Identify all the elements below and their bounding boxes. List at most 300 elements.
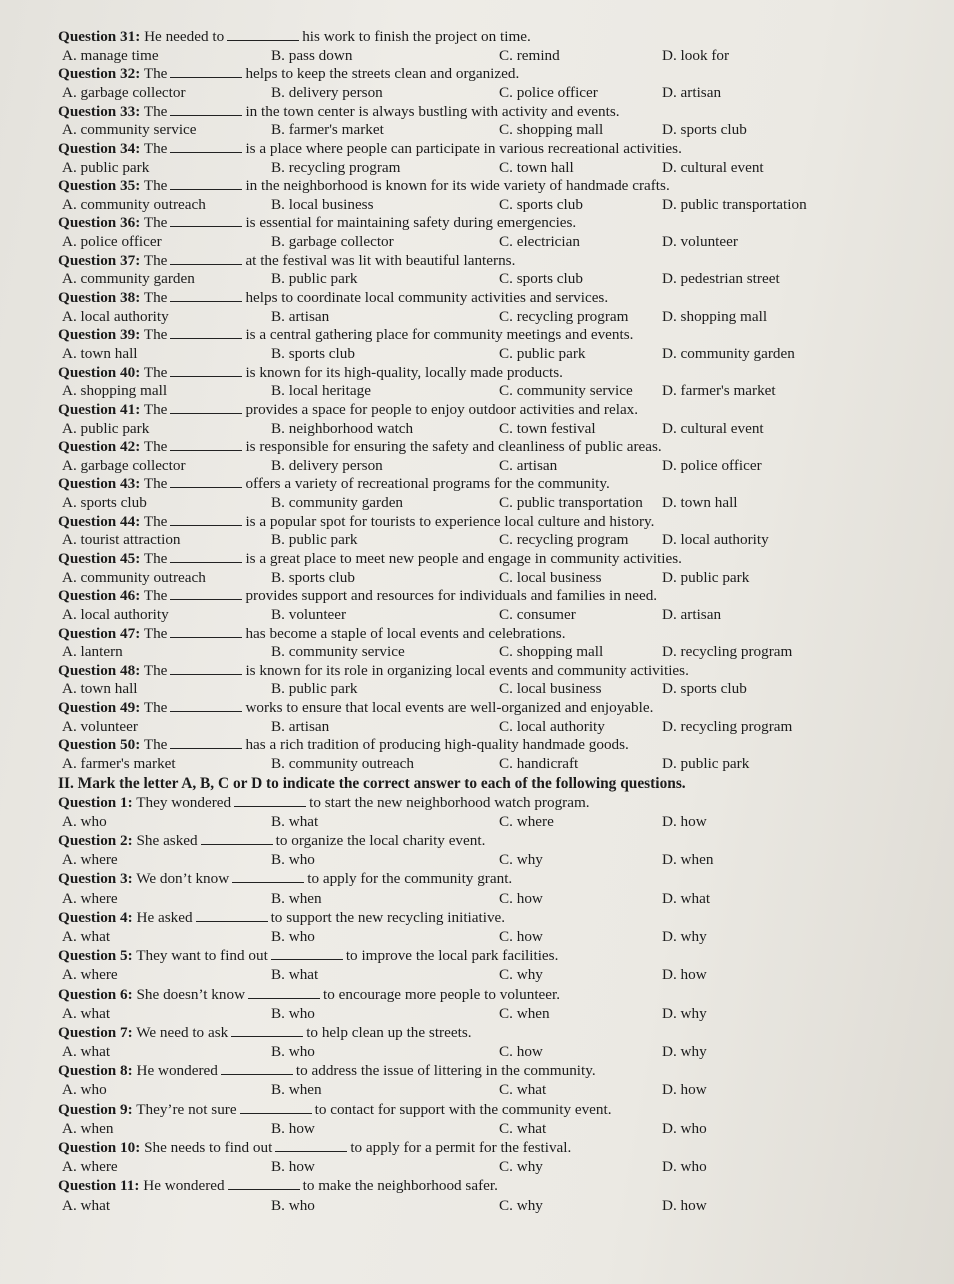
answer-options xyxy=(58,345,894,364)
answer-blank xyxy=(234,794,306,807)
question-stem xyxy=(58,587,894,606)
answer-blank xyxy=(228,1177,300,1190)
answer-options xyxy=(58,457,894,476)
option-c: C. why xyxy=(499,1158,543,1176)
option-a: A. community garden xyxy=(62,270,195,288)
question-text-after: provides a space for people to enjoy outdoor activities and relax. xyxy=(245,400,639,418)
question-number: Question 48: xyxy=(58,661,141,679)
question-number: Question 50: xyxy=(58,736,141,754)
question-stem xyxy=(58,736,894,755)
question-text-before: She asked xyxy=(136,832,198,849)
option-b: B. who xyxy=(271,851,315,869)
question-text-before: He asked xyxy=(136,908,193,926)
question-number: Question 36: xyxy=(58,214,141,232)
option-c: C. consumer xyxy=(499,605,576,623)
option-d: D. why xyxy=(662,927,707,945)
option-d: D. sports club xyxy=(662,121,747,139)
question-item xyxy=(58,401,894,438)
answer-options xyxy=(58,47,894,66)
question-number: Question 44: xyxy=(58,512,141,530)
question-words-section xyxy=(58,793,894,1215)
answer-options xyxy=(58,718,894,737)
question-item xyxy=(58,289,894,326)
question-text-before: The xyxy=(143,65,168,83)
question-stem xyxy=(58,289,894,308)
option-a: A. where xyxy=(62,966,118,984)
option-d: D. what xyxy=(662,889,711,907)
question-item xyxy=(58,513,894,550)
question-text-after: to help clean up the streets. xyxy=(306,1023,472,1041)
option-c: C. what xyxy=(499,1119,547,1137)
option-d: D. volunteer xyxy=(662,233,738,251)
option-d: D. when xyxy=(662,851,714,869)
question-text-after: his work to finish the project on time. xyxy=(302,28,531,45)
option-b: B. delivery person xyxy=(271,456,383,474)
question-item xyxy=(58,550,894,587)
option-b: B. garbage collector xyxy=(271,233,394,251)
option-a: A. who xyxy=(62,1081,107,1099)
answer-blank xyxy=(170,326,242,339)
option-c: C. local authority xyxy=(499,717,605,735)
question-item xyxy=(58,103,894,140)
option-c: C. how xyxy=(499,1043,543,1061)
question-text-after: is a place where people can participate in various recreational activities. xyxy=(245,139,682,157)
option-d: D. farmer's market xyxy=(662,382,776,400)
question-stem xyxy=(58,946,894,965)
option-c: C. what xyxy=(499,1081,547,1099)
question-stem xyxy=(58,401,894,420)
question-stem xyxy=(58,1100,894,1119)
question-item xyxy=(58,793,894,831)
option-d: D. cultural event xyxy=(662,158,764,176)
question-text-before: The xyxy=(143,177,168,195)
answer-blank xyxy=(170,214,242,227)
answer-options xyxy=(58,196,894,215)
question-item xyxy=(58,869,894,907)
option-d: D. public park xyxy=(662,568,750,586)
option-c: C. shopping mall xyxy=(499,121,604,139)
question-item xyxy=(58,177,894,214)
question-number: Question 9: xyxy=(58,1100,133,1118)
question-text-after: is known for its high-quality, locally made products. xyxy=(245,363,563,381)
question-text-after: to support the new recycling initiative. xyxy=(270,908,506,926)
question-number: Question 6: xyxy=(58,985,133,1003)
option-d: D. cultural event xyxy=(662,419,764,437)
question-text-before: She needs to find out xyxy=(144,1139,273,1156)
option-a: A. garbage collector xyxy=(62,456,186,474)
answer-options xyxy=(58,889,894,908)
answer-blank xyxy=(170,140,242,153)
question-text-after: is known for its role in organizing local events and community activities. xyxy=(245,661,689,679)
option-c: C. town hall xyxy=(499,158,574,176)
option-a: A. police officer xyxy=(62,233,162,251)
question-item xyxy=(58,946,894,984)
option-a: A. where xyxy=(62,889,118,907)
answer-blank xyxy=(227,28,299,41)
option-c: C. why xyxy=(499,966,543,984)
question-stem xyxy=(58,908,894,927)
question-text-after: is a popular spot for tourists to experience local culture and history. xyxy=(245,512,655,530)
option-a: A. what xyxy=(62,1004,111,1022)
answer-options xyxy=(58,643,894,662)
question-text-before: The xyxy=(143,736,168,754)
answer-options xyxy=(58,965,894,984)
answer-options xyxy=(58,755,894,774)
question-stem xyxy=(58,550,894,569)
question-item xyxy=(58,699,894,736)
option-d: D. shopping mall xyxy=(662,307,768,325)
question-number: Question 10: xyxy=(58,1139,141,1156)
option-a: A. public park xyxy=(62,158,150,176)
answer-blank xyxy=(170,438,242,451)
question-text-before: He wondered xyxy=(136,1062,218,1080)
question-stem xyxy=(58,1023,894,1042)
option-d: D. artisan xyxy=(662,83,722,101)
answer-blank xyxy=(201,832,273,845)
option-a: A. what xyxy=(62,927,111,945)
question-item xyxy=(58,908,894,946)
question-text-before: The xyxy=(143,251,168,269)
answer-blank xyxy=(170,475,242,488)
option-b: B. community garden xyxy=(271,494,404,512)
question-stem xyxy=(58,985,894,1004)
question-text-after: to encourage more people to volunteer. xyxy=(323,985,561,1003)
question-number: Question 31: xyxy=(58,28,141,45)
question-number: Question 34: xyxy=(58,139,141,157)
option-b: B. delivery person xyxy=(271,83,383,101)
answer-blank xyxy=(221,1062,293,1075)
option-c: C. shopping mall xyxy=(499,643,604,661)
option-a: A. public park xyxy=(62,419,150,437)
answer-options xyxy=(58,1157,894,1176)
question-text-before: The xyxy=(143,214,168,232)
answer-blank xyxy=(170,513,242,526)
question-stem xyxy=(58,140,894,159)
option-a: A. when xyxy=(62,1119,114,1137)
option-d: D. who xyxy=(662,1158,707,1176)
question-number: Question 46: xyxy=(58,587,141,605)
answer-options xyxy=(58,1004,894,1023)
question-stem xyxy=(58,831,894,850)
option-c: C. handicraft xyxy=(499,755,579,773)
answer-options xyxy=(58,494,894,513)
answer-blank xyxy=(170,550,242,563)
question-item xyxy=(58,1138,894,1176)
option-b: B. how xyxy=(271,1119,315,1137)
question-number: Question 42: xyxy=(58,438,141,456)
question-item xyxy=(58,736,894,773)
option-c: C. community service xyxy=(499,382,633,400)
answer-blank xyxy=(170,662,242,675)
option-a: A. farmer's market xyxy=(62,755,176,773)
answer-blank xyxy=(170,401,242,414)
question-text-after: is a great place to meet new people and engage in community activities. xyxy=(245,549,682,567)
question-item xyxy=(58,475,894,512)
question-item xyxy=(58,28,894,65)
question-text-before: The xyxy=(143,363,168,381)
option-b: B. neighborhood watch xyxy=(271,419,414,437)
option-a: A. community outreach xyxy=(62,568,206,586)
option-c: C. where xyxy=(499,812,554,830)
option-c: C. public park xyxy=(499,344,586,362)
question-text-after: in the town center is always bustling with activity and events. xyxy=(245,102,620,120)
question-number: Question 43: xyxy=(58,475,141,493)
answer-options xyxy=(58,1196,894,1215)
question-text-before: The xyxy=(143,549,168,567)
question-stem xyxy=(58,699,894,718)
question-number: Question 33: xyxy=(58,102,141,120)
option-c: C. electrician xyxy=(499,233,580,251)
question-text-after: helps to keep the streets clean and organized. xyxy=(245,65,520,83)
question-text-after: to contact for support with the community event. xyxy=(314,1100,612,1118)
question-text-before: The xyxy=(143,661,168,679)
option-b: B. artisan xyxy=(271,717,330,735)
question-item xyxy=(58,662,894,699)
question-text-before: The xyxy=(143,699,168,717)
question-text-after: at the festival was lit with beautiful lanterns. xyxy=(245,251,516,269)
question-text-after: to make the neighborhood safer. xyxy=(302,1177,498,1195)
question-text-after: to apply for the community grant. xyxy=(307,870,513,888)
question-number: Question 4: xyxy=(58,908,133,926)
answer-options xyxy=(58,233,894,252)
answer-blank xyxy=(196,909,268,922)
question-item xyxy=(58,65,894,102)
option-a: A. shopping mall xyxy=(62,382,168,400)
question-item xyxy=(58,625,894,662)
option-c: C. when xyxy=(499,1004,550,1022)
option-b: B. public park xyxy=(271,270,358,288)
question-number: Question 37: xyxy=(58,251,141,269)
option-c: C. sports club xyxy=(499,270,583,288)
question-number: Question 38: xyxy=(58,288,141,306)
answer-blank xyxy=(271,947,343,960)
question-item xyxy=(58,1100,894,1138)
question-number: Question 49: xyxy=(58,699,141,717)
question-item xyxy=(58,214,894,251)
option-d: D. why xyxy=(662,1004,707,1022)
option-a: A. local authority xyxy=(62,307,169,325)
answer-blank xyxy=(231,1024,303,1037)
option-d: D. why xyxy=(662,1043,707,1061)
question-text-before: They’re not sure xyxy=(136,1100,237,1118)
question-text-after: has a rich tradition of producing high-quality handmade goods. xyxy=(245,736,629,754)
question-text-after: to address the issue of littering in the community. xyxy=(295,1062,596,1080)
question-text-after: offers a variety of recreational programs for the community. xyxy=(245,475,610,493)
question-stem xyxy=(58,513,894,532)
question-number: Question 41: xyxy=(58,400,141,418)
question-text-after: works to ensure that local events are well-organized and enjoyable. xyxy=(245,699,654,717)
question-number: Question 35: xyxy=(58,177,141,195)
question-text-before: The xyxy=(143,288,168,306)
question-number: Question 39: xyxy=(58,326,141,344)
question-stem xyxy=(58,326,894,345)
answer-options xyxy=(58,812,894,831)
question-stem xyxy=(58,869,894,888)
option-a: A. garbage collector xyxy=(62,83,186,101)
option-d: D. who xyxy=(662,1119,707,1137)
question-text-before: They wondered xyxy=(136,793,232,811)
option-d: D. recycling program xyxy=(662,643,793,661)
answer-options xyxy=(58,382,894,401)
option-d: D. look for xyxy=(662,46,730,64)
question-text-before: We need to ask xyxy=(136,1023,229,1041)
question-number: Question 3: xyxy=(58,870,133,888)
question-stem xyxy=(58,1138,894,1157)
question-stem xyxy=(58,625,894,644)
question-number: Question 1: xyxy=(58,793,133,811)
question-text-before: He wondered xyxy=(143,1177,225,1195)
question-number: Question 47: xyxy=(58,624,141,642)
question-text-before: The xyxy=(143,102,168,120)
option-a: A. tourist attraction xyxy=(62,531,181,549)
question-text-before: We don’t know xyxy=(136,870,230,888)
option-c: C. local business xyxy=(499,680,602,698)
question-number: Question 2: xyxy=(58,832,133,849)
answer-options xyxy=(58,850,894,869)
option-a: A. local authority xyxy=(62,605,169,623)
option-c: C. why xyxy=(499,851,543,869)
option-b: B. when xyxy=(271,1081,322,1099)
option-d: D. sports club xyxy=(662,680,747,698)
question-stem xyxy=(58,364,894,383)
answer-options xyxy=(58,308,894,327)
option-b: B. public park xyxy=(271,531,358,549)
option-d: D. how xyxy=(662,966,707,984)
question-stem xyxy=(58,252,894,271)
option-d: D. police officer xyxy=(662,456,762,474)
question-text-before: They want to find out xyxy=(136,947,268,965)
option-d: D. public transportation xyxy=(662,195,807,213)
question-stem xyxy=(58,177,894,196)
question-text-before: He needed to xyxy=(144,28,225,45)
question-item xyxy=(58,364,894,401)
question-item xyxy=(58,831,894,869)
option-c: C. recycling program xyxy=(499,307,629,325)
question-stem xyxy=(58,214,894,233)
question-number: Question 45: xyxy=(58,549,141,567)
option-a: A. town hall xyxy=(62,344,138,362)
answer-blank xyxy=(170,103,242,116)
option-c: C. how xyxy=(499,927,543,945)
option-b: B. artisan xyxy=(271,307,330,325)
question-item xyxy=(58,587,894,624)
option-b: B. who xyxy=(271,1043,315,1061)
vocabulary-section xyxy=(58,28,894,774)
option-c: C. public transportation xyxy=(499,494,643,512)
option-a: A. town hall xyxy=(62,680,138,698)
option-a: A. what xyxy=(62,1196,111,1214)
question-item xyxy=(58,252,894,289)
option-a: A. manage time xyxy=(62,46,159,64)
answer-blank xyxy=(170,699,242,712)
question-number: Question 32: xyxy=(58,65,141,83)
question-item xyxy=(58,1023,894,1061)
option-b: B. farmer's market xyxy=(271,121,384,139)
option-a: A. what xyxy=(62,1043,111,1061)
answer-blank xyxy=(170,364,242,377)
option-c: C. town festival xyxy=(499,419,596,437)
answer-blank xyxy=(170,65,242,78)
answer-options xyxy=(58,84,894,103)
option-a: A. volunteer xyxy=(62,717,138,735)
answer-options xyxy=(58,1080,894,1099)
option-b: B. what xyxy=(271,966,319,984)
option-d: D. public park xyxy=(662,755,750,773)
question-number: Question 11: xyxy=(58,1177,140,1195)
answer-options xyxy=(58,927,894,946)
question-text-after: is essential for maintaining safety during emergencies. xyxy=(245,214,577,232)
option-c: C. how xyxy=(499,889,543,907)
answer-options xyxy=(58,270,894,289)
question-number: Question 40: xyxy=(58,363,141,381)
option-b: B. when xyxy=(271,889,322,907)
question-stem xyxy=(58,438,894,457)
option-d: D. artisan xyxy=(662,605,722,623)
option-c: C. remind xyxy=(499,46,560,64)
option-b: B. public park xyxy=(271,680,358,698)
option-c: C. local business xyxy=(499,568,602,586)
option-d: D. pedestrian street xyxy=(662,270,780,288)
option-d: D. community garden xyxy=(662,344,795,362)
section-title: II. Mark the letter A, B, C or D to indicate the correct answer to each of the following questions. xyxy=(58,774,686,792)
question-text-before: She doesn’t know xyxy=(136,985,246,1003)
answer-options xyxy=(58,680,894,699)
answer-blank xyxy=(275,1139,347,1152)
option-a: A. community service xyxy=(62,121,197,139)
option-a: A. sports club xyxy=(62,494,147,512)
question-text-before: The xyxy=(143,139,168,157)
question-stem xyxy=(58,65,894,84)
question-number: Question 7: xyxy=(58,1023,133,1041)
answer-options xyxy=(58,569,894,588)
answer-options xyxy=(58,531,894,550)
question-text-after: provides support and resources for individuals and families in need. xyxy=(245,587,658,605)
question-stem xyxy=(58,662,894,681)
answer-blank xyxy=(170,625,242,638)
option-d: D. recycling program xyxy=(662,717,793,735)
answer-options xyxy=(58,606,894,625)
option-d: D. how xyxy=(662,1196,707,1214)
option-b: B. community outreach xyxy=(271,755,414,773)
option-c: C. recycling program xyxy=(499,531,629,549)
question-stem xyxy=(58,1176,894,1195)
answer-options xyxy=(58,121,894,140)
answer-blank xyxy=(170,177,242,190)
option-b: B. recycling program xyxy=(271,158,401,176)
option-a: A. where xyxy=(62,1158,118,1176)
answer-blank xyxy=(240,1101,312,1114)
question-text-after: to apply for a permit for the festival. xyxy=(350,1139,572,1156)
option-d: D. town hall xyxy=(662,494,738,512)
answer-blank xyxy=(170,736,242,749)
option-a: A. where xyxy=(62,851,118,869)
question-text-after: has become a staple of local events and celebrations. xyxy=(245,624,566,642)
option-b: B. sports club xyxy=(271,568,355,586)
question-stem xyxy=(58,103,894,122)
option-a: A. who xyxy=(62,812,107,830)
question-stem xyxy=(58,793,894,812)
question-text-after: is a central gathering place for community meetings and events. xyxy=(245,326,634,344)
option-c: C. police officer xyxy=(499,83,598,101)
option-b: B. who xyxy=(271,1196,315,1214)
question-item xyxy=(58,326,894,363)
answer-blank xyxy=(170,252,242,265)
answer-blank xyxy=(248,986,320,999)
answer-blank xyxy=(170,587,242,600)
question-item xyxy=(58,1176,894,1214)
question-item xyxy=(58,140,894,177)
question-text-before: The xyxy=(143,512,168,530)
